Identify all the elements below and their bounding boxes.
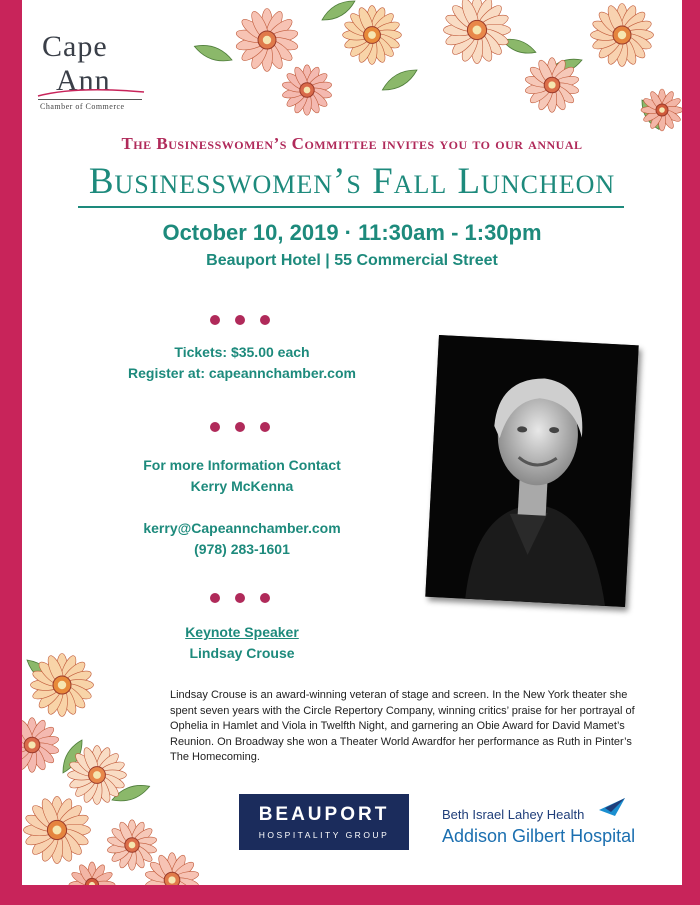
keynote-block (97, 622, 387, 664)
beauport-logo (239, 794, 409, 850)
flower-icon (69, 862, 115, 885)
leaf-icon (192, 41, 234, 66)
beauport-sub: HOSPITALITY GROUP (258, 830, 390, 840)
flower-icon (23, 796, 90, 863)
speaker-photo (425, 335, 638, 607)
event-title: Businesswomen’s Fall Luncheon (88, 161, 616, 202)
flower-icon (31, 654, 94, 717)
flower-icon (22, 718, 60, 773)
contact-heading: For more Information Contact (143, 457, 341, 473)
flower-icon (106, 820, 157, 870)
dot-icon (210, 315, 220, 325)
event-venue: Beauport Hotel | 55 Commercial Street (206, 252, 498, 269)
event-date-time: October 10, 2019 · 11:30am - 1:30pm (162, 220, 542, 245)
dot-icon (210, 593, 220, 603)
dot-icon (235, 315, 245, 325)
leaf-icon (319, 0, 358, 25)
leaf-icon (379, 65, 420, 95)
speaker-portrait-icon (425, 335, 638, 607)
dot-icon (260, 315, 270, 325)
logo-line-ann: Ann (56, 64, 111, 97)
flower-icon (281, 65, 332, 115)
dot-icon (235, 422, 245, 432)
keynote-heading: Keynote Speaker (185, 624, 299, 640)
flower-icon (235, 9, 299, 72)
tickets-block (97, 342, 387, 384)
flyer-page (22, 0, 682, 885)
title-underline (78, 206, 624, 208)
contact-block (97, 455, 387, 560)
logo-rule (38, 99, 142, 100)
invite-line: The Businesswomen’s Committee invites you to our annual (121, 134, 583, 153)
dot-icon (260, 593, 270, 603)
logo-line-cape: Cape (42, 30, 108, 63)
logo-subtitle: Chamber of Commerce (40, 102, 125, 111)
dot-separator (210, 315, 270, 325)
flower-icon (144, 853, 199, 885)
dot-icon (260, 422, 270, 432)
logo-swoosh-icon (36, 86, 146, 100)
flower-icon (68, 746, 127, 805)
contact-phone[interactable]: (978) 283-1601 (194, 541, 290, 557)
contact-email[interactable]: kerry@Capeannchamber.com (143, 520, 341, 536)
beauport-name: BEAUPORT (258, 804, 390, 825)
flower-icon (343, 6, 402, 65)
bird-icon (597, 796, 627, 818)
bilh-line1: Beth Israel Lahey Health (442, 807, 585, 822)
flower-icon (641, 89, 682, 131)
dot-icon (210, 422, 220, 432)
ticket-price: Tickets: $35.00 each (174, 344, 310, 360)
flower-icon (591, 4, 654, 67)
keynote-name: Lindsay Crouse (189, 645, 295, 661)
flower-icon (443, 0, 510, 64)
dot-separator (210, 422, 270, 432)
speaker-bio: Lindsay Crouse is an award-winning veteran of stage and screen. In the New York theater she spent seven years with the Circle Repertory Company, winning critics’ praise for her portrayal of Ophelia in Hamlet and Viola in Twelfth Night, and garnering an Obie Award for David Mamet’s Reunion. On Broadway she won a Theater World Awardfor her performance as Ruth in Pinter’s The Homecoming. (170, 689, 635, 763)
bilh-line2: Addison Gilbert Hospital (442, 826, 636, 846)
register-link[interactable]: Register at: capeannchamber.com (128, 365, 356, 381)
dot-icon (235, 593, 245, 603)
dot-separator (210, 593, 270, 603)
contact-name: Kerry McKenna (190, 478, 294, 494)
